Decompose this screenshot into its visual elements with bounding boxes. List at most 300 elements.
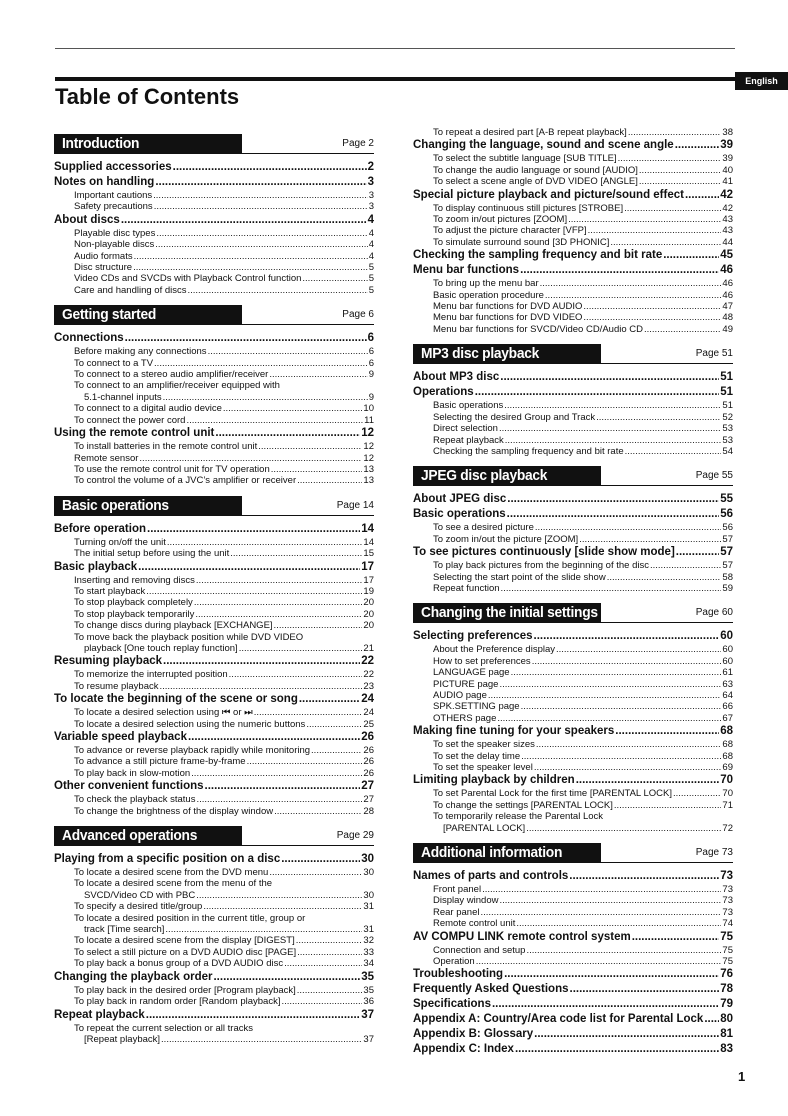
toc-entry-page: 43 [722,225,733,237]
dot-leader [194,597,363,608]
section-header-rule [601,485,733,486]
toc-entry-page: 66 [722,701,733,713]
dot-leader [311,745,362,756]
toc-entry-page: 70 [722,788,733,800]
toc-subentry[interactable] [413,435,733,446]
toc-subentry[interactable] [54,251,374,262]
toc-entry-label: To play back a bonus group of a DVD AUDIO disc [74,958,284,970]
toc-subentry[interactable] [413,423,733,434]
toc-entry-label: To zoom in/out pictures [ZOOM] [433,214,568,226]
page-title: Table of Contents [55,84,240,109]
toc-entry-page: 13 [363,475,374,487]
toc-subentry[interactable] [54,935,374,946]
toc-subentry[interactable] [413,800,733,811]
toc-subentry[interactable] [413,560,733,571]
toc-entry[interactable] [413,545,733,560]
toc-entry-label: To use the remote control unit for TV operation [74,463,270,475]
dot-leader [526,823,721,834]
toc-entry-page: 10 [363,403,374,415]
toc-entry-label: How to set preferences [433,655,531,667]
toc-subentry[interactable] [54,794,374,805]
toc-entry-label: To bring up the menu bar [433,278,539,290]
section-header [54,134,374,154]
dot-leader [685,188,719,203]
toc-entry-label: Changing the playback order [54,970,213,983]
toc-entry[interactable] [413,188,733,203]
toc-subentry[interactable] [54,890,374,901]
toc-subentry[interactable] [413,278,733,289]
toc-subentry[interactable] [413,165,733,176]
toc-entry[interactable] [413,507,733,522]
toc-entry[interactable] [413,248,733,263]
toc-entry-label: About discs [54,213,120,226]
toc-entry[interactable] [413,997,733,1012]
toc-entry-page: 74 [722,918,733,930]
toc-entry-page: 11 [364,414,374,426]
toc-subentry[interactable] [413,534,733,545]
toc-subentry[interactable] [413,446,733,457]
toc-entry[interactable] [413,629,733,644]
toc-entry-page: 25 [363,718,374,730]
toc-entry[interactable] [54,654,374,669]
toc-entry-page: 71 [722,799,733,811]
toc-entry-page: 51 [720,386,733,399]
toc-entry-page: 43 [722,214,733,226]
toc-subentry[interactable] [413,788,733,799]
toc-entry-label: To adjust the picture character [VFP] [433,225,587,237]
toc-subentry[interactable] [413,237,733,248]
toc-subentry[interactable] [54,947,374,958]
toc-entry-page: 26 [363,767,374,779]
toc-entry-page: 19 [363,585,374,597]
toc-subentry[interactable] [54,620,374,631]
toc-subentry[interactable] [54,537,374,548]
toc-entry[interactable] [54,160,374,175]
title-bar-rule [55,77,735,81]
dot-leader [499,679,721,690]
toc-entry-page: 9 [368,369,374,381]
toc-subentry[interactable] [54,924,374,935]
toc-entry-page: 3 [367,176,374,188]
toc-entry-label: To play back pictures from the beginning of the disc [433,560,649,572]
toc-subentry[interactable] [54,228,374,239]
toc-entry-page: 79 [720,998,733,1011]
toc-entry[interactable] [54,730,374,745]
dot-leader [146,1008,360,1023]
toc-subentry[interactable] [54,609,374,620]
toc-entry-page: 75 [722,956,733,968]
toc-entry[interactable] [413,724,733,739]
toc-subentry[interactable] [54,707,374,718]
toc-subentry[interactable] [54,548,374,559]
toc-subentry[interactable] [413,679,733,690]
dot-leader [639,165,722,176]
toc-subentry[interactable] [54,358,374,369]
toc-subentry[interactable] [54,681,374,692]
toc-entry-page: 75 [722,944,733,956]
toc-entry-label: To locate the beginning of the scene or song [54,693,298,706]
toc-subentry[interactable] [54,441,374,452]
toc-entry-label: Repeat function [433,582,500,594]
toc-entry[interactable] [413,138,733,153]
toc-entry-page: 56 [720,508,733,521]
toc-entry-page: 68 [722,739,733,751]
toc-subentry[interactable] [54,201,374,212]
section-page-ref: Page 29 [336,830,374,842]
toc-entry[interactable] [54,779,374,794]
toc-entry-page: 5 [368,284,374,296]
toc-entry-label: Using the remote control unit [54,427,215,440]
toc-subentry[interactable] [413,290,733,301]
toc-subentry[interactable] [54,415,374,426]
toc-subentry[interactable] [413,701,733,712]
toc-entry-label: Limiting playback by children [413,774,575,787]
toc-entry[interactable] [413,263,733,278]
toc-subentry[interactable] [413,945,733,956]
toc-subentry[interactable] [54,985,374,996]
toc-entry[interactable] [54,560,374,575]
toc-subentry[interactable] [413,956,733,967]
toc-entry-page: 6 [367,332,374,345]
dot-leader [500,370,719,385]
toc-entry-label: Disc structure [74,262,133,274]
toc-entry-label: Playable disc types [74,227,156,239]
toc-entry-page: 30 [361,853,374,866]
toc-entry[interactable] [413,1012,733,1027]
toc-entry[interactable] [54,522,374,537]
toc-entry-label: Connections [54,332,124,345]
toc-subentry[interactable] [54,464,374,475]
dot-leader [497,713,721,724]
toc-subentry[interactable] [54,958,374,969]
toc-entry-page: 59 [722,582,733,594]
toc-entry[interactable] [413,1027,733,1042]
dot-leader [614,800,722,811]
toc-subentry[interactable] [54,346,374,357]
toc-entry-page: 57 [720,546,733,559]
dot-leader [639,176,722,187]
toc-entry-label: To advance or reverse playback rapidly while monitoring [74,745,311,756]
dot-leader [297,985,363,996]
toc-entry-page: 72 [722,822,733,834]
toc-subentry[interactable] [54,597,374,608]
toc-entry-label: To set Parental Lock for the first time [PARENTAL LOCK] [433,788,672,800]
toc-subentry[interactable] [413,400,733,411]
toc-entry-label: Rear panel [433,906,480,918]
toc-subentry[interactable] [54,586,374,597]
toc-entry-page: 39 [722,153,733,165]
toc-entry-page: 42 [720,188,733,201]
toc-entry-label: Repeat playback [433,434,504,446]
toc-entry[interactable] [54,175,374,190]
toc-entry-label: Basic operations [433,400,504,412]
toc-subentry[interactable] [413,656,733,667]
section-title: Basic operations [62,496,169,514]
toc-subentry[interactable] [54,475,374,486]
toc-entry[interactable] [54,426,374,441]
toc-entry-label: Supplied accessories [54,161,172,173]
toc-subentry[interactable] [413,522,733,533]
section-title: MP3 disc playback [421,345,540,363]
dot-leader [223,403,363,414]
toc-subentry[interactable] [413,583,733,594]
toc-subentry[interactable] [413,739,733,750]
toc-subentry[interactable] [413,690,733,701]
toc-entry-page: 17 [363,574,374,586]
toc-entry-label: To set the speaker level [433,762,533,773]
toc-entry-label: To connect the power cord [74,414,186,426]
section-header-rule [601,363,733,364]
toc-entry-page: 56 [722,522,733,534]
toc-subentry[interactable] [54,806,374,817]
toc-entry[interactable] [54,970,374,985]
toc-entry-page: 20 [363,597,374,609]
toc-entry-page: 57 [722,560,733,572]
toc-subentry[interactable] [54,369,374,380]
toc-entry-label: Specifications [413,998,491,1011]
toc-subentry[interactable] [413,644,733,655]
toc-subentry[interactable] [413,324,733,335]
toc-entry-label: Basic operation procedure [433,289,544,301]
toc-subentry[interactable] [413,214,733,225]
dot-leader [499,423,721,434]
toc-right-column [413,127,733,1057]
toc-entry-page: 21 [363,642,374,654]
toc-entry-text: To repeat the current selection or all tracks [74,1022,254,1034]
toc-subentry[interactable] [54,867,374,878]
dot-leader [254,707,363,718]
toc-entry-label: To connect to a digital audio device [74,403,222,415]
toc-subentry[interactable] [54,719,374,730]
toc-entry-page: 53 [722,434,733,446]
toc-entry-label: To resume playback [74,680,159,692]
toc-entry[interactable] [413,982,733,997]
toc-entry[interactable] [54,852,374,867]
toc-entry-page: 13 [363,463,374,475]
toc-subentry[interactable] [54,453,374,464]
toc-entry-label: To play back in the desired order [Program playback] [74,984,296,996]
toc-entry[interactable] [54,1008,374,1023]
toc-entry-page: 3 [368,201,374,213]
toc-subentry[interactable] [413,203,733,214]
toc-entry-page: 31 [363,901,374,913]
dot-leader [153,190,368,201]
toc-entry-label: To display continuous still pictures [STROBE] [433,202,624,214]
toc-subentry[interactable] [413,176,733,187]
toc-entry[interactable] [54,692,374,707]
dot-leader [163,654,360,669]
toc-entry-label: Appendix A: Country/Area code list for Parental Lock [413,1013,704,1026]
toc-entry[interactable] [413,869,733,884]
toc-subentry[interactable] [54,285,374,296]
toc-entry-page: 73 [722,884,733,896]
dot-leader [588,225,722,236]
toc-entry-label: To advance a still picture frame-by-frame [74,756,246,768]
dot-leader [625,446,722,457]
toc-subentry[interactable] [413,127,733,138]
toc-subentry[interactable] [54,996,374,1007]
toc-entry[interactable] [413,370,733,385]
toc-entry-page: 51 [720,371,733,384]
section-title: Introduction [62,135,140,152]
toc-entry-page: 27 [363,794,374,806]
toc-entry-label: To see pictures continuously [slide show mode] [413,546,675,559]
toc-subentry[interactable] [54,768,374,779]
toc-entry[interactable] [413,773,733,788]
toc-entry-label: About JPEG disc [413,493,507,506]
dot-leader [302,273,367,284]
dot-leader [208,346,368,357]
dot-leader [568,214,721,225]
toc-subentry[interactable] [413,907,733,918]
dot-leader [159,681,362,692]
dot-leader [583,312,721,323]
dot-leader [271,464,363,475]
section-page-ref: Page 55 [695,470,733,482]
toc-entry-label: To check the playback status [74,794,196,806]
toc-entry-page: 28 [363,805,374,817]
dot-leader [188,285,368,296]
toc-subentry[interactable] [413,667,733,678]
toc-subentry[interactable] [54,643,374,654]
toc-subentry[interactable] [54,756,374,767]
toc-subentry[interactable] [413,884,733,895]
toc-entry-label: The initial setup before using the unit [74,548,230,560]
toc-entry-page: 80 [720,1013,733,1026]
toc-entry-page: 30 [363,889,374,901]
toc-entry[interactable] [413,1042,733,1057]
toc-subentry[interactable] [413,823,733,834]
dot-leader [488,690,722,701]
toc-entry-page: 49 [722,323,733,335]
toc-entry-label: Before making any connections [74,346,207,358]
section-header-rule [242,153,374,154]
section-header [413,603,733,623]
toc-subentry[interactable] [54,403,374,414]
toc-subentry[interactable] [413,301,733,312]
toc-entry-label: Selecting the start point of the slide show [433,571,606,583]
dot-leader [281,852,360,867]
toc-subentry[interactable] [54,1034,374,1045]
toc-entry-page: 26 [363,756,374,768]
toc-entry[interactable] [54,213,374,228]
dot-leader [511,667,722,678]
toc-entry-page: 35 [361,970,374,983]
dot-leader [230,548,362,559]
toc-subentry[interactable] [54,392,374,403]
toc-entry-label: Remote sensor [74,452,139,464]
toc-subentry[interactable] [54,901,374,912]
dot-leader [229,669,363,680]
toc-subentry[interactable] [413,412,733,423]
dot-leader [480,907,721,918]
toc-subentry[interactable] [54,273,374,284]
dot-leader [704,1012,719,1027]
dot-leader [475,385,719,400]
toc-entry-label: playback [One touch replay function] [84,642,238,654]
toc-subentry[interactable] [54,745,374,756]
toc-entry-page: 4 [367,213,374,226]
toc-entry-page: 73 [722,906,733,918]
toc-subentry[interactable] [413,762,733,773]
toc-entry-label: To memorize the interrupted position [74,669,228,681]
toc-entry-page: 4 [368,227,374,239]
toc-entry-page: 12 [363,452,374,464]
toc-entry[interactable] [413,967,733,982]
toc-entry-label: To see a desired picture [433,522,534,534]
toc-entry-page: 51 [722,400,733,412]
dot-leader [492,997,719,1012]
dot-leader [673,788,721,799]
toc-entry-page: 9 [368,391,374,403]
toc-entry-label: To control the volume of a JVC’s amplifier or receiver [74,475,297,487]
toc-entry-label: Appendix B: Glossary [413,1028,534,1041]
toc-subentry[interactable] [413,713,733,724]
toc-entry-label: Basic operations [413,508,506,521]
toc-subentry[interactable] [413,312,733,323]
dot-leader [195,609,362,620]
toc-entry-page: 26 [363,745,374,756]
toc-entry-label: To set the speaker sizes [433,739,535,751]
toc-entry-label: Operations [413,386,474,399]
toc-entry-label: Display window [433,895,499,907]
dot-leader [269,369,367,380]
toc-entry[interactable] [413,492,733,507]
dot-leader [125,331,367,346]
dot-leader [540,278,722,289]
toc-entry-label: Important cautions [74,190,153,201]
toc-entry[interactable] [413,385,733,400]
toc-left-column [54,127,374,1045]
toc-subentry[interactable] [413,153,733,164]
toc-subentry[interactable] [413,918,733,929]
toc-entry-label: Making fine tuning for your speakers [413,725,615,738]
toc-subentry[interactable] [54,262,374,273]
toc-subentry[interactable] [413,895,733,906]
dot-leader [154,201,368,212]
toc-entry-label: To select a scene angle of DVD VIDEO [ANGLE] [433,176,638,188]
toc-entry-page: 4 [368,250,374,262]
toc-subentry[interactable] [54,239,374,250]
dot-leader [239,643,363,654]
language-tab: English [735,72,788,90]
toc-entry-label: Checking the sampling frequency and bit rate [413,249,663,262]
dot-leader [532,656,722,667]
toc-subentry[interactable] [413,225,733,236]
toc-subentry[interactable] [54,575,374,586]
dot-leader [515,1042,719,1057]
toc-entry-page: 23 [363,680,374,692]
toc-entry-page: 38 [722,127,733,138]
toc-subentry[interactable] [54,669,374,680]
dot-leader [535,522,722,533]
toc-subentry[interactable] [413,572,733,583]
section-header [413,466,733,486]
section-header-rule [242,845,374,846]
toc-entry-page: 12 [361,427,374,440]
toc-entry-page: 58 [722,571,733,583]
dot-leader [476,956,722,967]
toc-entry[interactable] [413,930,733,945]
toc-entry-page: 55 [720,493,733,506]
toc-entry-label: About the Preference display [433,644,555,656]
toc-subentry[interactable] [413,751,733,762]
dot-leader [583,301,721,312]
toc-entry[interactable] [54,331,374,346]
toc-subentry[interactable] [54,190,374,201]
dot-leader [247,756,363,767]
section-title: Advanced operations [62,827,198,845]
